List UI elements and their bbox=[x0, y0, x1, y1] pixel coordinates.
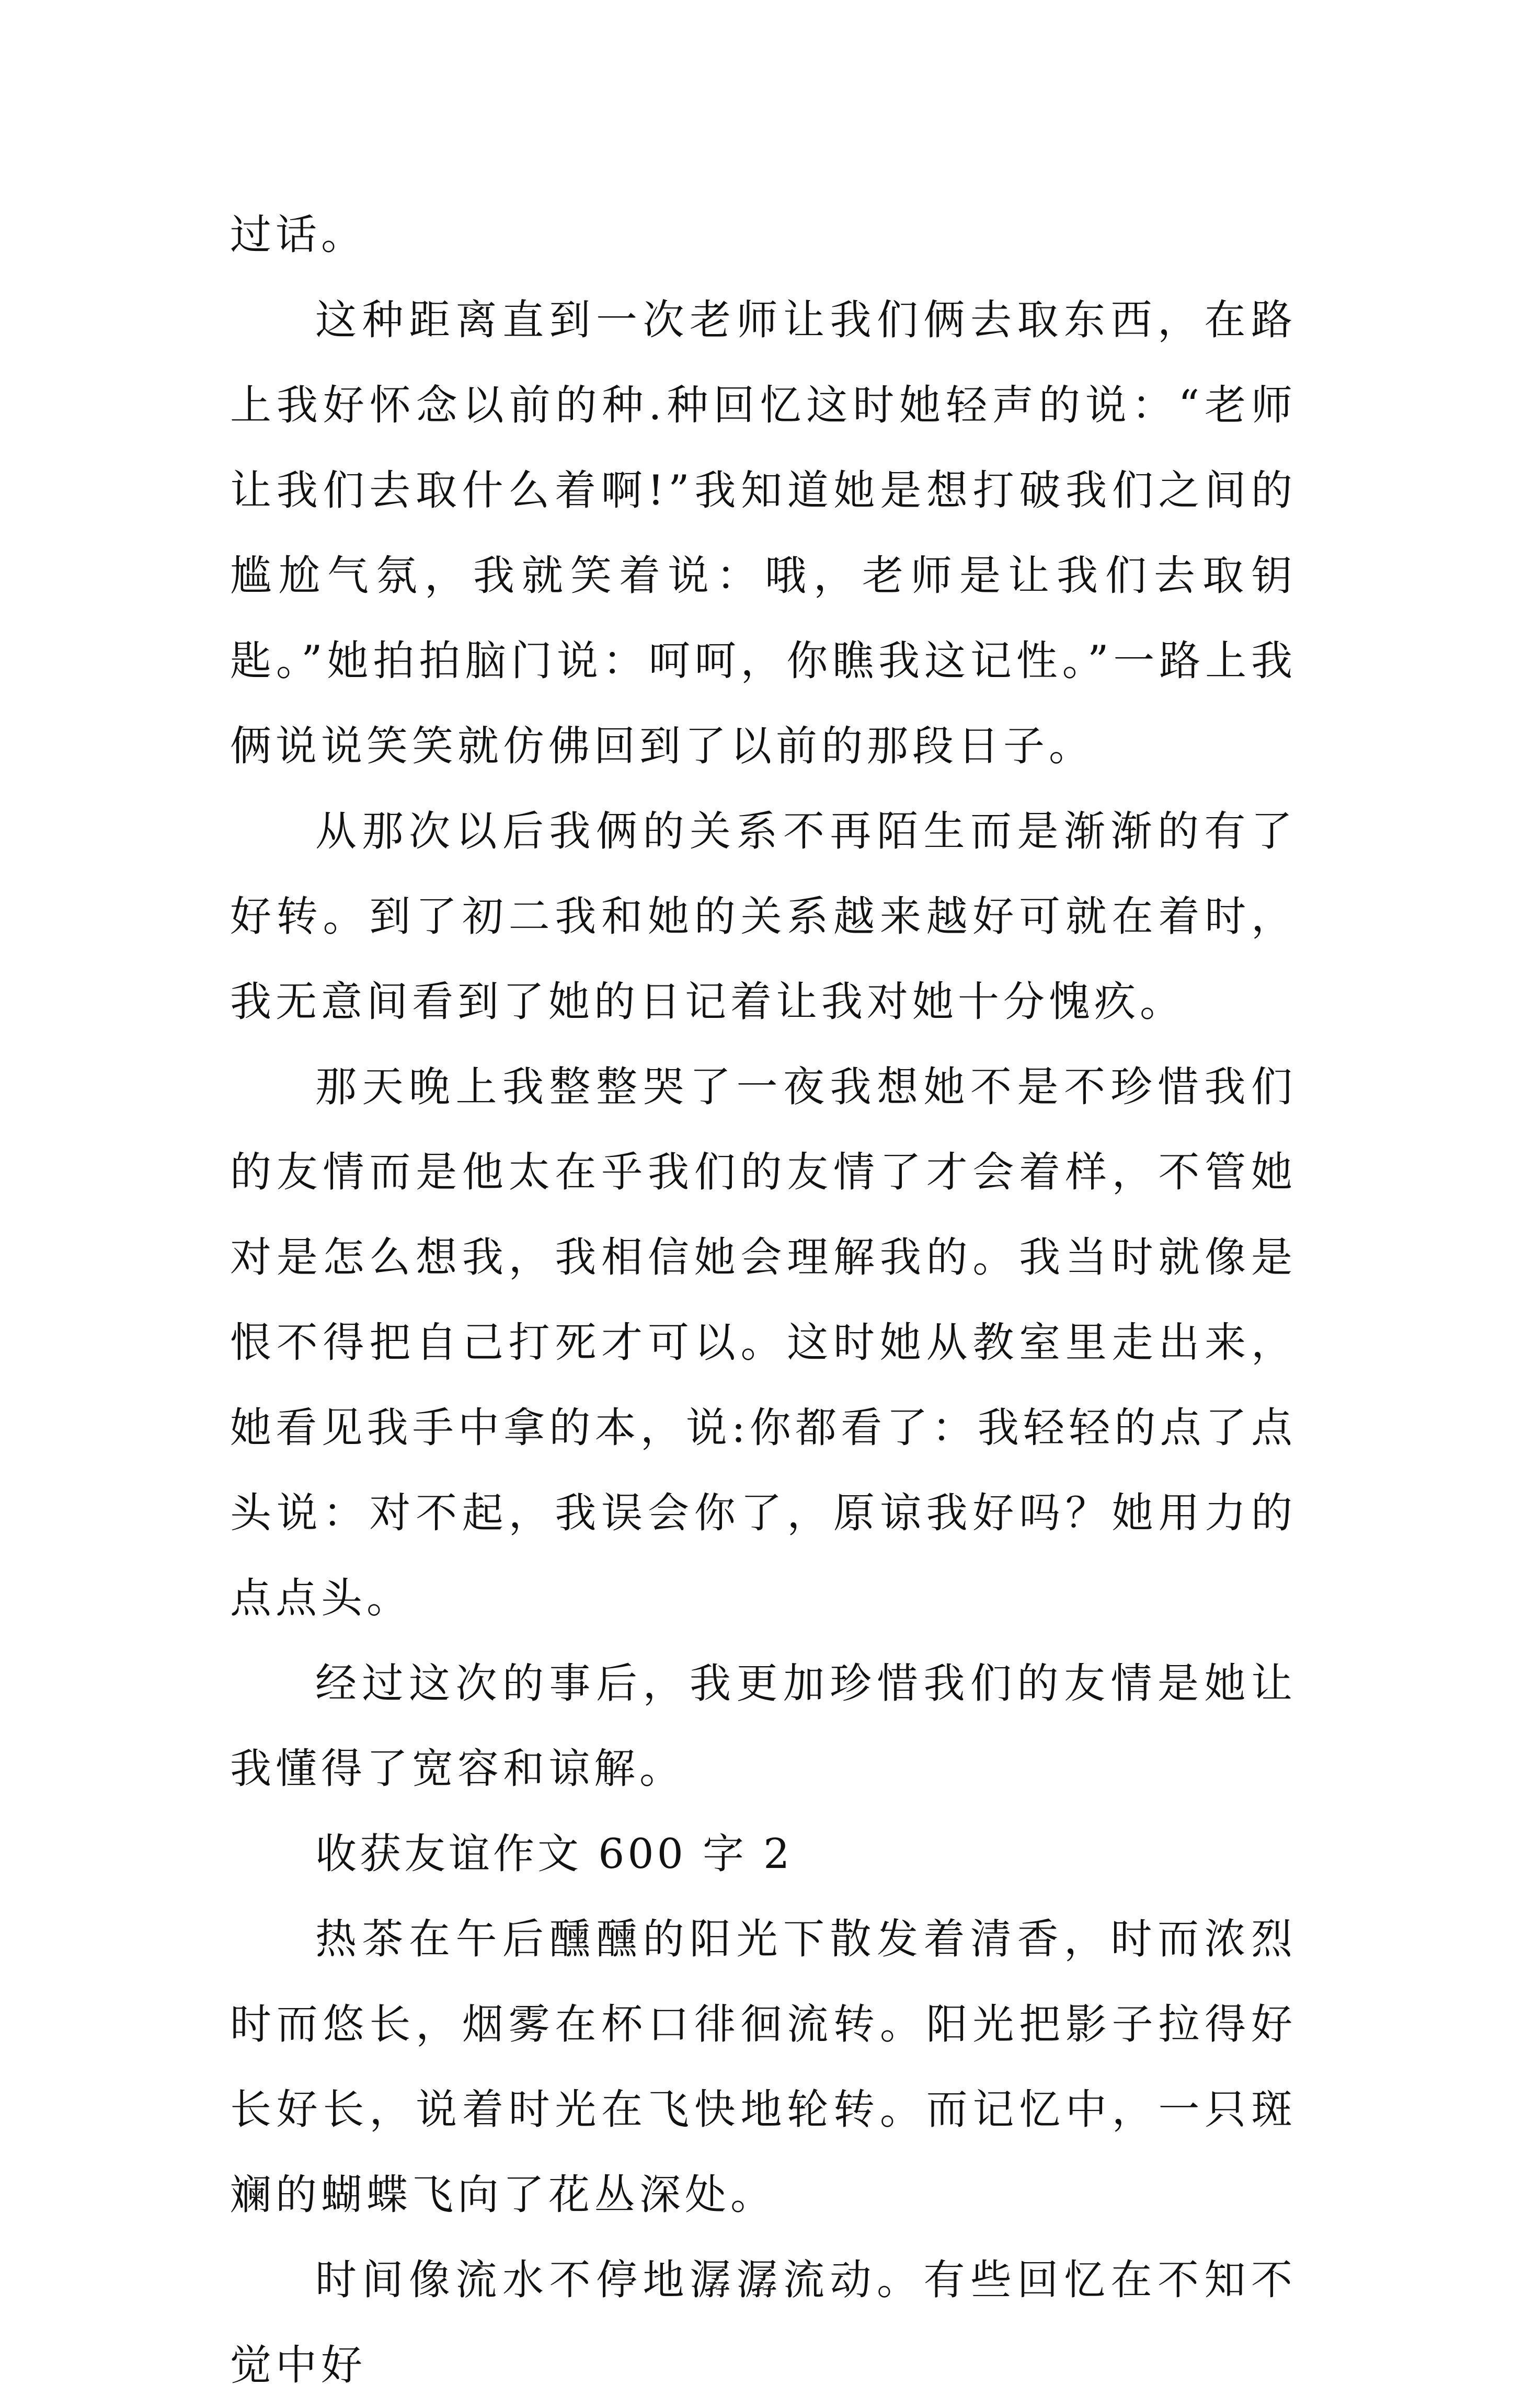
essay-heading: 收获友谊作文 600 字 2 bbox=[315, 1830, 793, 1878]
document-body bbox=[230, 192, 1297, 2408]
paragraph-4: 那天晚上我整整哭了一夜我想她不是不珍惜我们的友情而是他太在乎我们的友情了才会着样，不管她对是怎么想我，我相信她会理解我的。我当时就像是恨不得把自己打死才可以。这时她从教室里走出来，她看见我手中拿的本，说:你都看了：我轻轻的点了点头说：对不起，我误会你了，原谅我好吗？她用力的点点头。 bbox=[230, 1063, 1297, 1622]
paragraph-7: 时间像流水不停地潺潺流动。有些回忆在不知不觉中好 bbox=[230, 2256, 1297, 2389]
paragraph-5: 经过这次的事后，我更加珍惜我们的友情是她让我懂得了宽容和谅解。 bbox=[230, 1659, 1297, 1793]
paragraph-2: 这种距离直到一次老师让我们俩去取东西，在路上我好怀念以前的种.种回忆这时她轻声的说：“老师让我们去取什么着啊!”我知道她是想打破我们之间的尴尬气氛，我就笑着说：哦，老师是让我们去取钥匙。”她拍拍脑门说：呵呵，你瞧我这记性。”一路上我俩说说笑笑就仿佛回到了以前的那段日子。 bbox=[230, 296, 1297, 770]
paragraph-6: 热茶在午后醺醺的阳光下散发着清香，时而浓烈时而悠长，烟雾在杯口徘徊流转。阳光把影子拉得好长好长，说着时光在飞快地轮转。而记忆中，一只斑斓的蝴蝶飞向了花丛深处。 bbox=[230, 1915, 1297, 2219]
paragraph-1: 过话。 bbox=[230, 211, 366, 259]
paragraph-3: 从那次以后我俩的关系不再陌生而是渐渐的有了好转。到了初二我和她的关系越来越好可就在着时，我无意间看到了她的日记着让我对她十分愧疚。 bbox=[230, 807, 1297, 1026]
